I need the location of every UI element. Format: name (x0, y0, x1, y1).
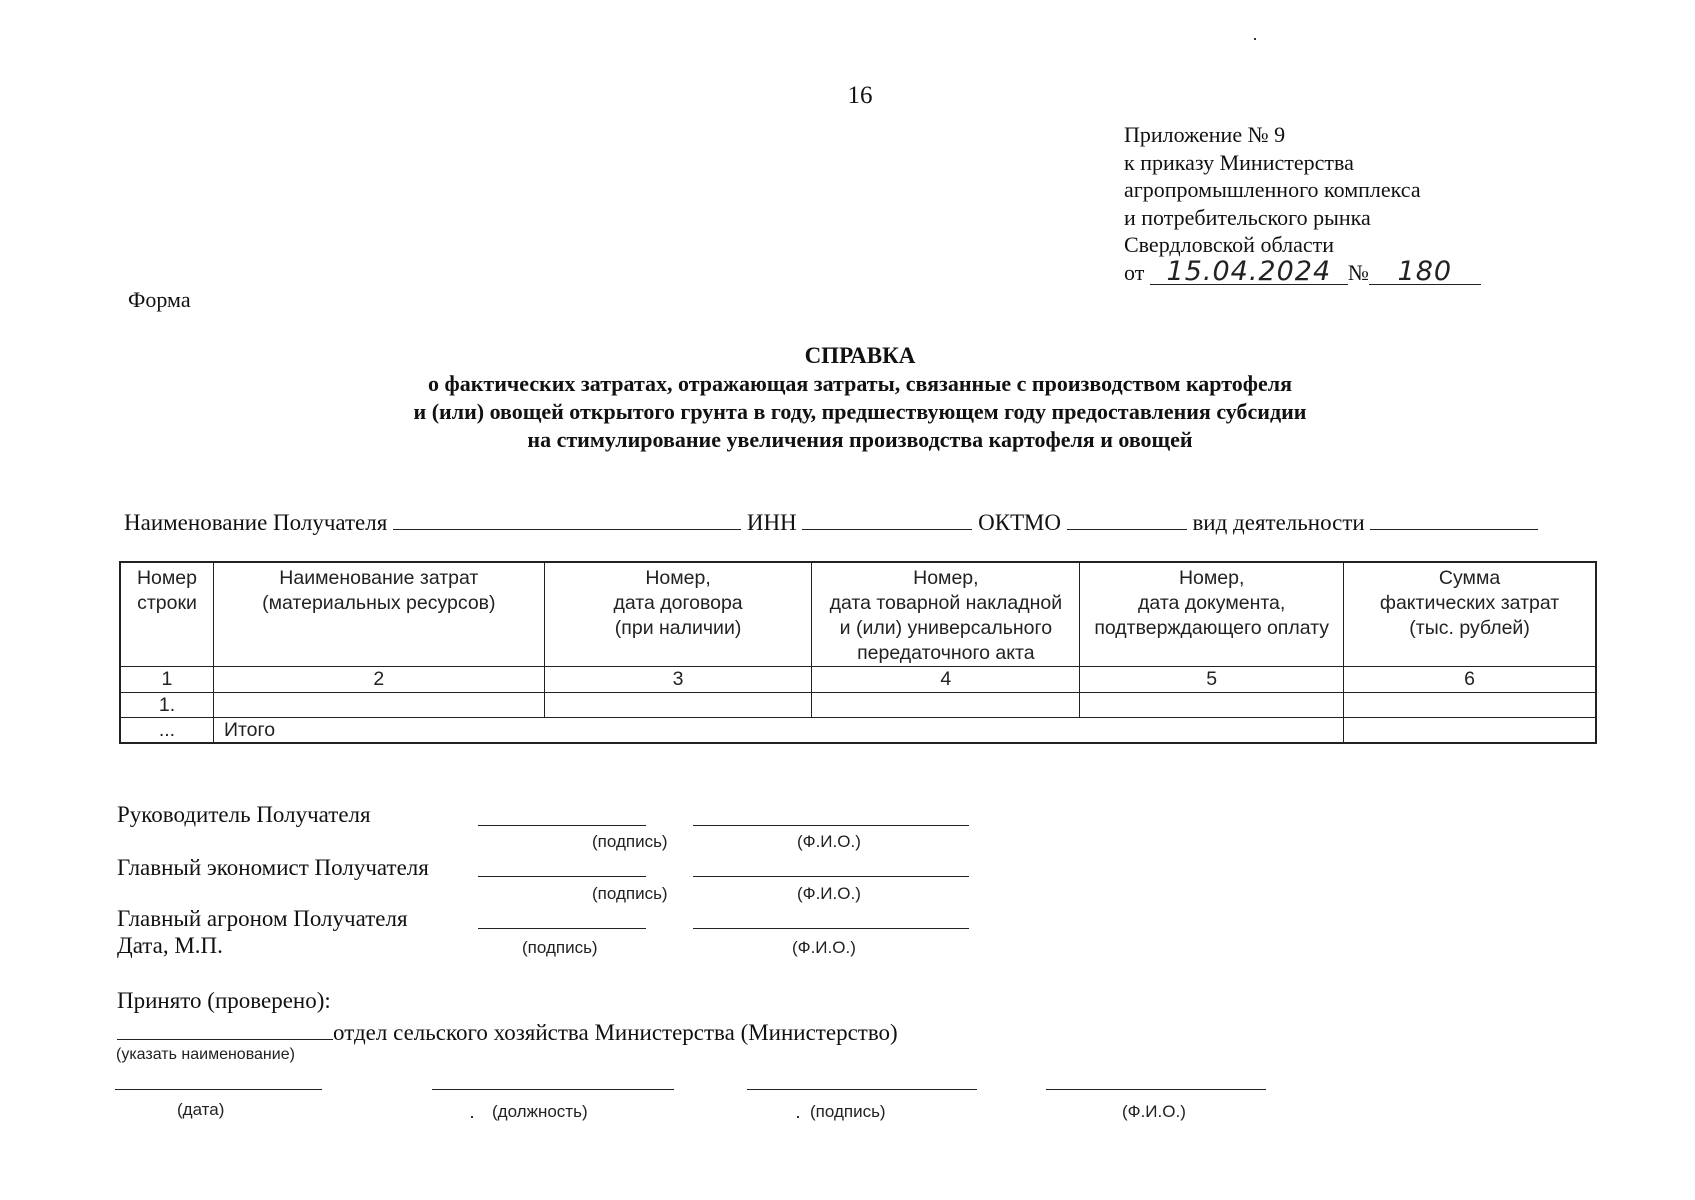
column-number: 2 (213, 667, 544, 693)
costs-table (120, 562, 1596, 743)
department-line (117, 1017, 898, 1046)
title-line: и (или) овощей открытого грунта в году, предшествующем году предоставления субсидии (413, 399, 1307, 424)
header-contract (544, 563, 812, 667)
column-number: 6 (1344, 667, 1596, 693)
activity-field[interactable] (1370, 509, 1538, 530)
from-label: от (1124, 259, 1145, 285)
head-name-line[interactable] (693, 825, 969, 826)
header-text: (при наличии) (614, 617, 742, 639)
header-row-number (121, 563, 214, 667)
checker-name-line[interactable] (1046, 1089, 1266, 1090)
position-line[interactable] (432, 1089, 674, 1090)
document-title (0, 342, 1695, 454)
department-name-field[interactable] (117, 1017, 333, 1040)
table-cell[interactable] (812, 693, 1080, 718)
header-text: подтверждающего оплату (1094, 617, 1330, 639)
total-label: Итого (213, 718, 1343, 743)
oktmo-field[interactable] (1067, 509, 1187, 530)
table-row (121, 693, 1596, 718)
header-payment-doc (1080, 563, 1344, 667)
column-numbers-row (121, 667, 1596, 693)
name-caption: (Ф.И.О.) (797, 884, 861, 903)
appendix-line: Приложение № 9 (1124, 122, 1286, 147)
oktmo-label: ОКТМО (978, 510, 1061, 535)
specify-name-caption: (указать наименование) (116, 1046, 295, 1063)
header-text: фактических затрат (1379, 592, 1560, 614)
row-number: 1. (121, 693, 214, 718)
economist-name-line[interactable] (693, 876, 969, 877)
date-line[interactable] (115, 1089, 322, 1090)
signature-caption: (подпись) (592, 832, 668, 851)
appendix-line: и потребительского рынка (1124, 204, 1371, 230)
inn-field[interactable] (802, 509, 972, 530)
header-text: Номер, (1178, 567, 1245, 589)
column-number: 5 (1080, 667, 1344, 693)
table-cell[interactable] (544, 693, 812, 718)
table-cell[interactable] (1080, 693, 1344, 718)
header-sum (1344, 563, 1596, 667)
appendix-line: агропромышленного комплекса (1124, 177, 1421, 202)
stray-mark (1254, 38, 1256, 40)
economist-signature-line[interactable] (478, 876, 646, 877)
name-caption: (Ф.И.О.) (797, 832, 861, 851)
date-caption: (дата) (177, 1100, 225, 1119)
row-number: ... (121, 718, 214, 743)
economist-label: Главный экономист Получателя (117, 855, 429, 880)
header-text: строки (137, 592, 197, 614)
header-text: передаточного акта (857, 642, 1035, 664)
header-text: Сумма (1438, 567, 1501, 589)
inn-label: ИНН (746, 510, 797, 535)
signature-caption: (подпись) (522, 938, 598, 957)
position-caption: (должность) (492, 1102, 588, 1121)
checker-signature-line[interactable] (747, 1089, 977, 1090)
appendix-block (1124, 121, 1481, 286)
header-text: дата товарной накладной (829, 592, 1063, 614)
header-invoice (812, 563, 1080, 667)
header-cost-name (213, 563, 544, 667)
date-stamp-label: Дата, М.П. (117, 933, 223, 958)
header-text: Номер, (913, 567, 979, 589)
appendix-line: к приказу Министерства (1124, 149, 1354, 175)
title-line: на стимулирование увеличения производства картофеля и овощей (527, 427, 1193, 452)
appendix-date-line (1124, 255, 1481, 287)
head-signature-line[interactable] (478, 825, 646, 826)
number-label: № (1347, 259, 1369, 285)
recipient-name-field[interactable] (393, 509, 741, 530)
header-text: Наименование затрат (279, 567, 479, 589)
form-label: Форма (128, 287, 191, 312)
title-line: о фактических затратах, отражающая затраты, связанные с производством картофеля (428, 371, 1292, 396)
signature-caption: (подпись) (592, 884, 668, 903)
recipient-line (124, 509, 1538, 536)
header-text: дата договора (613, 592, 743, 614)
order-date: 15.04.2024 (1150, 260, 1348, 285)
header-text: Номер (136, 567, 197, 589)
head-label: Руководитель Получателя (117, 802, 371, 827)
stray-mark (797, 1116, 799, 1118)
agronomist-signature-line[interactable] (478, 928, 646, 929)
header-text: дата документа, (1138, 592, 1286, 614)
column-number: 1 (121, 667, 214, 693)
table-cell[interactable] (1344, 693, 1596, 718)
page-number: 16 (847, 82, 873, 109)
column-number: 4 (812, 667, 1080, 693)
column-number: 3 (544, 667, 812, 693)
header-text: (материальных ресурсов) (262, 592, 496, 614)
table-header-row (121, 563, 1596, 667)
stray-mark (471, 1116, 473, 1118)
recipient-name-label: Наименование Получателя (124, 510, 388, 535)
name-caption: (Ф.И.О.) (1122, 1102, 1186, 1121)
agronomist-label: Главный агроном Получателя (117, 906, 408, 931)
total-row (121, 718, 1596, 743)
department-text: отдел сельского хозяйства Министерства (Министерство) (333, 1020, 898, 1045)
name-caption: (Ф.И.О.) (792, 938, 856, 957)
header-text: Номер, (645, 567, 711, 589)
accepted-label: Принято (проверено): (117, 988, 331, 1013)
title-heading: СПРАВКА (804, 343, 916, 368)
header-text: и (или) универсального (839, 617, 1053, 639)
header-text: (тыс. рублей) (1409, 617, 1530, 639)
order-number: 180 (1369, 260, 1481, 285)
activity-label: вид деятельности (1192, 510, 1365, 535)
signature-caption: (подпись) (810, 1102, 886, 1121)
appendix-line: Свердловской области (1124, 232, 1334, 257)
table-cell[interactable] (213, 693, 544, 718)
total-sum-cell[interactable] (1344, 718, 1596, 743)
agronomist-name-line[interactable] (693, 928, 969, 929)
